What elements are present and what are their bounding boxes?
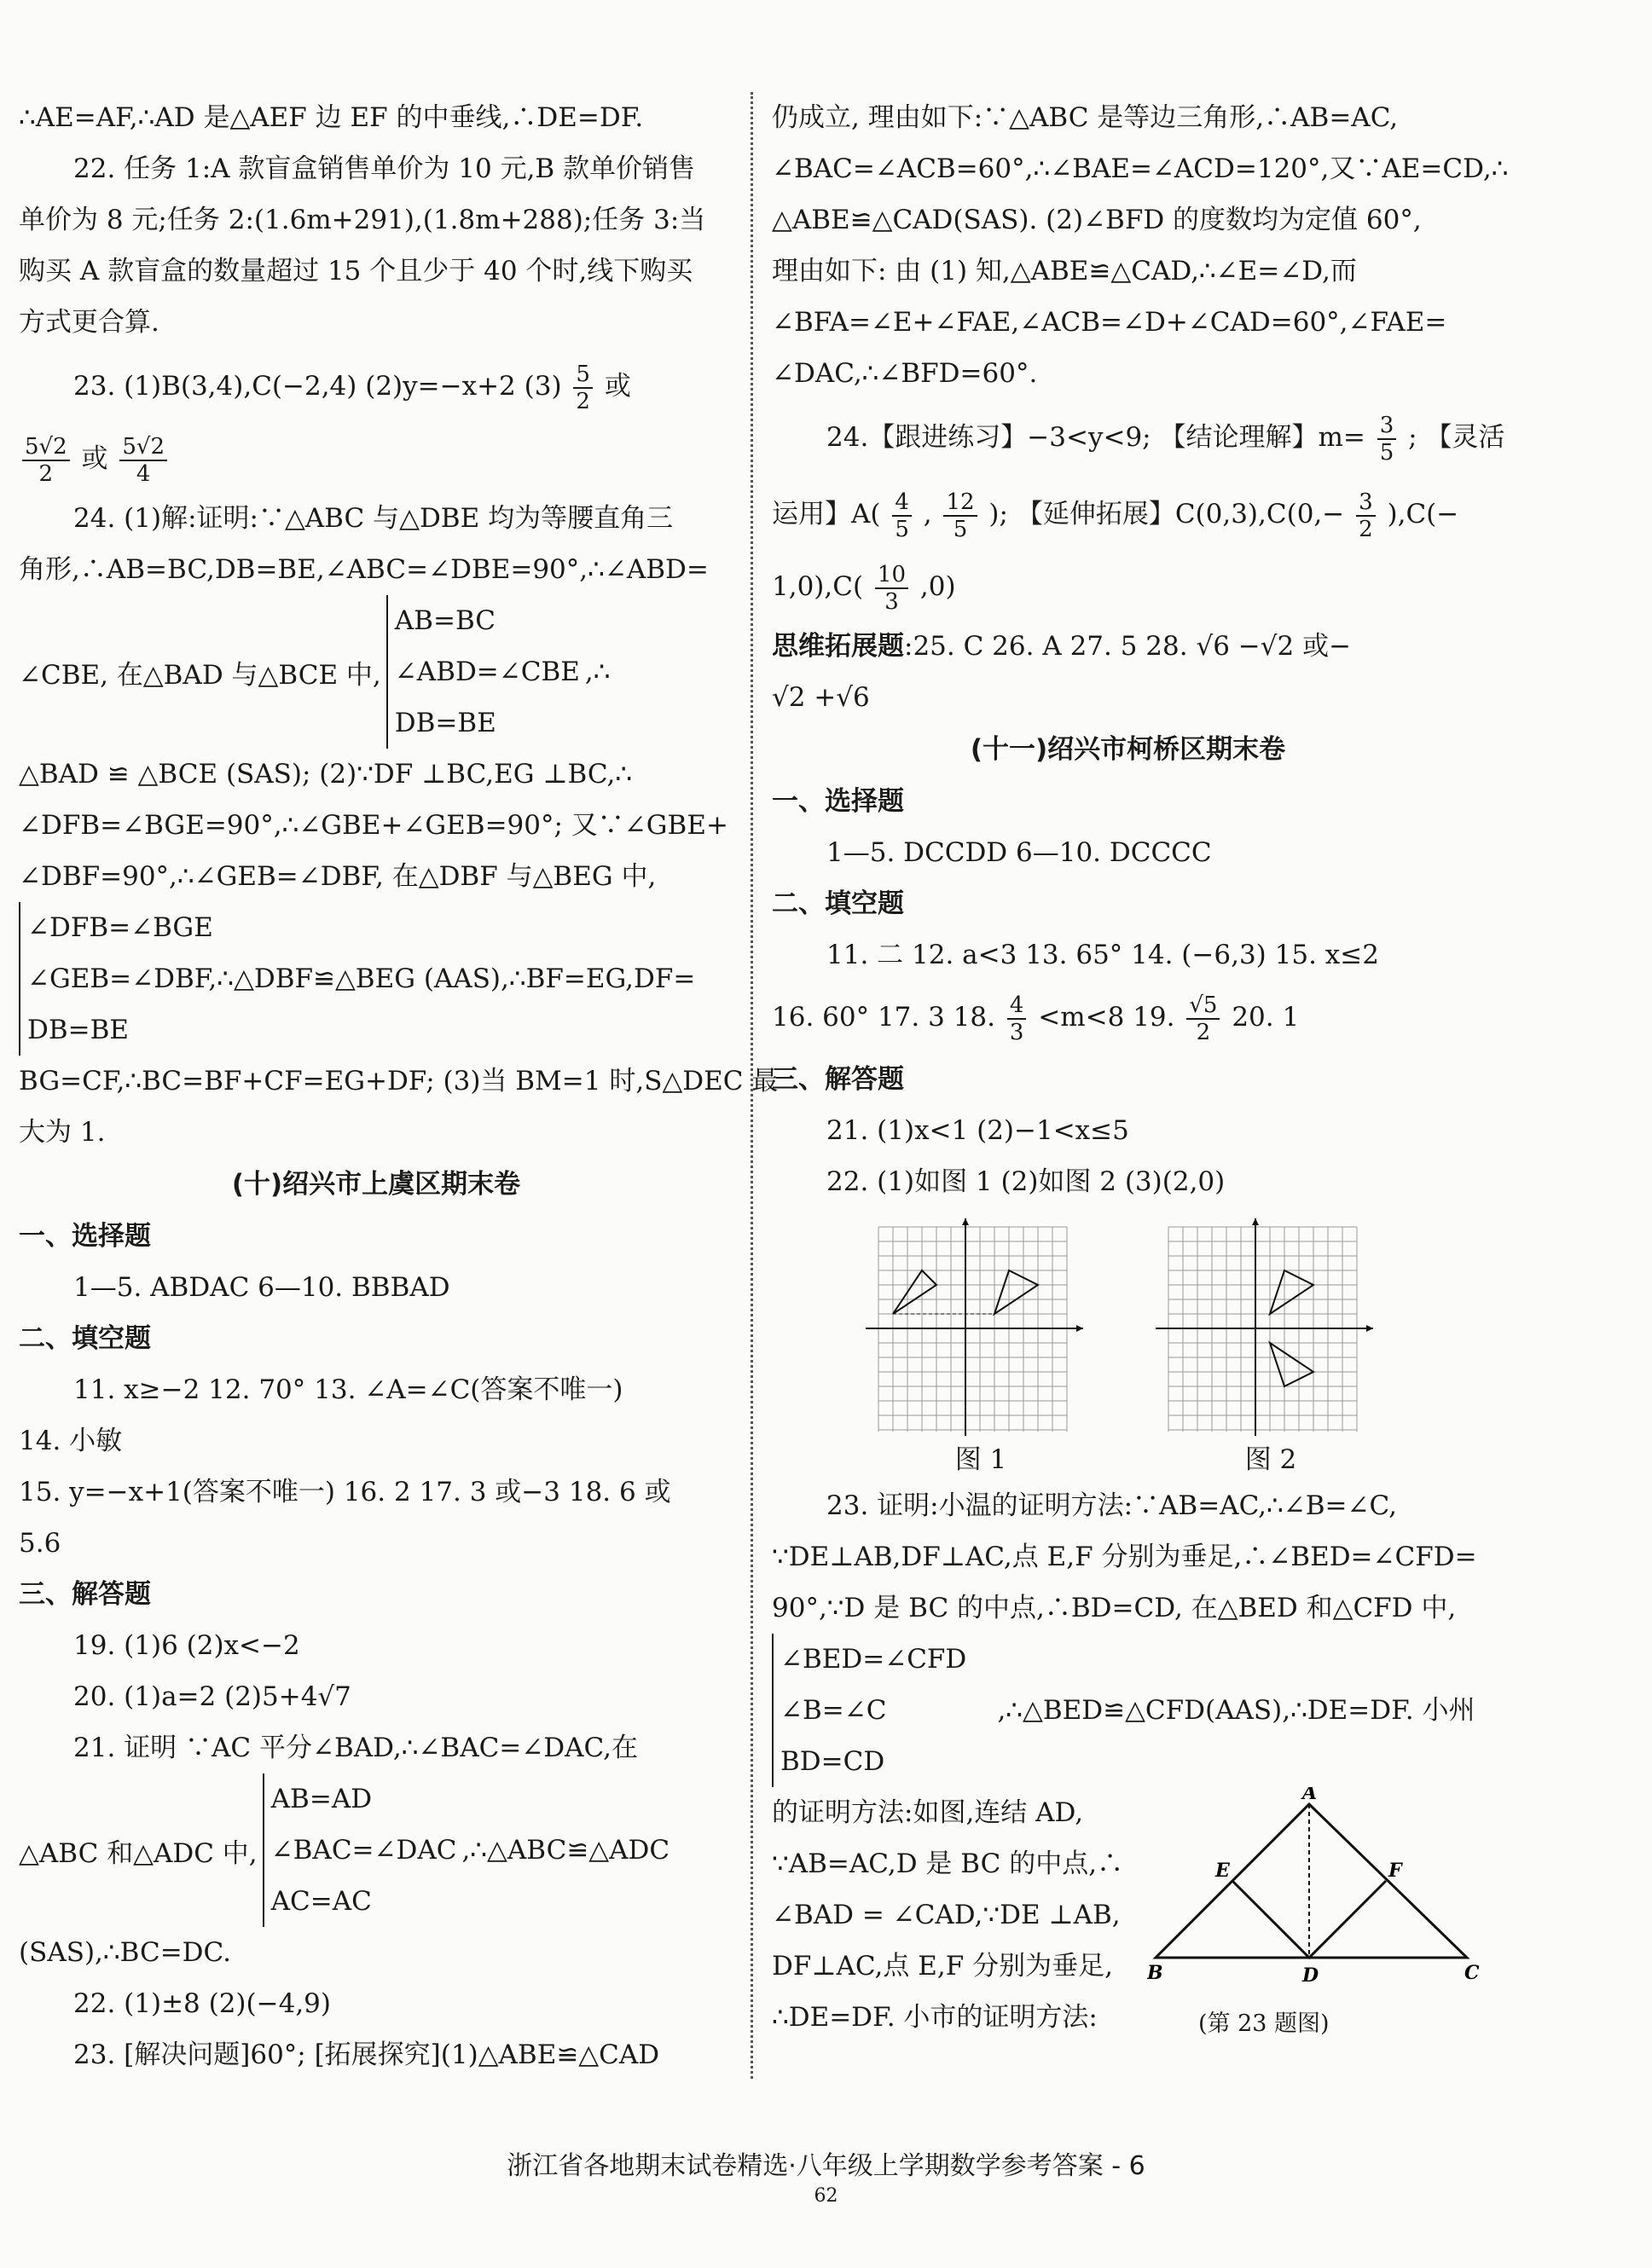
figure-caption: 图 2 <box>1244 1444 1297 1475</box>
q24-line: 1,0),C( $\frac{10}{3}$ ,0) <box>772 561 956 615</box>
coordinate-grid-figure-1 <box>853 1214 1109 1444</box>
equation-system-row: ∠CBE, 在△BAD 与△BCE 中, AB=BC ∠ABD=∠CBE DB=BE ,∴ <box>19 595 733 749</box>
figure-caption: (第 23 题图) <box>1198 2011 1330 2037</box>
coordinate-grid-figure-2 <box>1143 1214 1399 1444</box>
answer-line: 16. 60° 17. 3 18. $\frac{4}{3}$ <m<8 19. $\frac{√5}{2}$ 20. 1 <box>772 992 1300 1045</box>
proof-line: 90°,∵D 是 BC 的中点,∴BD=CD, 在△BED 和△CFD 中, <box>772 1593 1457 1623</box>
fraction: $\frac{3}{5}$ <box>1377 413 1397 466</box>
svg-text:F: F <box>1388 1860 1402 1882</box>
proof-line: ∵AB=AC,D 是 BC 的中点,∴ <box>772 1849 1124 1879</box>
q24-line: 大为 1. <box>19 1117 106 1148</box>
fraction: $\frac{5√2}{4}$ <box>119 434 167 487</box>
answer-line: 1—5. ABDAC 6—10. BBBAD <box>73 1272 450 1303</box>
text-line: 理由如下: 由 (1) 知,△ABE≌△CAD,∴∠E=∠D,而 <box>772 256 1357 286</box>
answer-line: 19. (1)6 (2)x<−2 <box>73 1630 300 1661</box>
answer-line: 15. y=−x+1(答案不唯一) 16. 2 17. 3 或−3 18. 6 或 <box>19 1477 671 1507</box>
proof-line: ∴DE=DF. 小市的证明方法: <box>772 2002 1098 2033</box>
answer-line: 5.6 <box>19 1528 61 1559</box>
q24-line: 角形,∴AB=BC,DB=BE,∠ABC=∠DBE=90°,∴∠ABD= <box>19 554 709 585</box>
answer-line: 22. (1)±8 (2)(−4,9) <box>73 1988 331 2019</box>
q22-line: 单价为 8 元;任务 2:(1.6m+291),(1.8m+288);任务 3:当 <box>19 205 706 235</box>
q24-line: 24. (1)解:证明:∵△ABC 与△DBE 均为等腰直角三 <box>73 503 674 534</box>
answer-line: 14. 小敏 <box>19 1426 123 1456</box>
triangle-figure <box>1147 1787 1484 2043</box>
q24-line: ∠DBF=90°,∴∠GEB=∠DBF, 在△DBF 与△BEG 中, <box>19 861 657 892</box>
q23-line: $\frac{5√2}{2}$ 或 $\frac{5√2}{4}$ <box>19 425 733 493</box>
answer-line: 20. (1)a=2 (2)5+4√7 <box>73 1681 351 1712</box>
svg-text:B: B <box>1147 1962 1163 1984</box>
q22-line: 购买 A 款盲盒的数量超过 15 个且少于 40 个时,线下购买 <box>19 256 693 286</box>
fraction: $\frac{12}{5}$ <box>943 489 977 542</box>
part-heading: 二、填空题 <box>19 1323 151 1354</box>
q23-line: 23. (1)B(3,4),C(−2,4) (2)y=−x+2 (3) $\frac{5}{2}$ 或 <box>73 361 631 414</box>
proof-with-figure <box>772 1787 1484 2043</box>
section-title: (十)绍兴市上虞区期末卷 <box>231 1169 521 1200</box>
proof-line: 的证明方法:如图,连结 AD, <box>772 1797 1084 1828</box>
fraction: $\frac{√5}{2}$ <box>1186 992 1220 1045</box>
page-footer: 浙江省各地期末试卷精选·八年级上学期数学参考答案 - 6 <box>507 2151 1145 2181</box>
svg-text:D: D <box>1302 1964 1319 1987</box>
q22-line: 22. 任务 1:A 款盲盒销售单价为 10 元,B 款单价销售 <box>73 153 696 184</box>
text-line: 仍成立, 理由如下:∵△ABC 是等边三角形,∴AB=AC, <box>772 102 1399 133</box>
text-line: △ABE≌△CAD(SAS). (2)∠BFD 的度数均为定值 60°, <box>772 205 1422 235</box>
q24-line: 24.【跟进练习】−3<y<9; 【结论理解】m= $\frac{3}{5}$ ; 【灵活 <box>826 412 1505 466</box>
text-line: ∠BAC=∠ACB=60°,∴∠BAE=∠ACD=120°,又∵AE=CD,∴ <box>772 153 1509 184</box>
part-heading: 三、解答题 <box>772 1064 904 1095</box>
fraction: $\frac{5√2}{2}$ <box>22 434 70 487</box>
answer-line: 11. x≥−2 12. 70° 13. ∠A=∠C(答案不唯一) <box>73 1374 623 1405</box>
answer-line: 23. [解决问题]60°; [拓展探究](1)△ABE≌△CAD <box>73 2039 660 2070</box>
answer-line: 11. 二 12. a<3 13. 65° 14. (−6,3) 15. x≤2 <box>826 940 1379 970</box>
part-heading: 一、选择题 <box>772 786 904 817</box>
text-line: ∴AE=AF,∴AD 是△AEF 边 EF 的中垂线,∴DE=DF. <box>19 102 644 133</box>
part-heading: 二、填空题 <box>772 888 904 919</box>
part-heading: 三、解答题 <box>19 1579 151 1610</box>
fraction: $\frac{4}{5}$ <box>892 489 912 542</box>
q22-line: 方式更合算. <box>19 307 159 338</box>
proof-line: ∵DE⊥AB,DF⊥AC,点 E,F 分别为垂足,∴∠BED=∠CFD= <box>772 1542 1477 1572</box>
right-column <box>772 92 1509 2043</box>
left-column <box>19 92 779 2080</box>
equation-system: ∠BED=∠CFD ∠B=∠C ,∴△BED≌△CFD(AAS),∴DE=DF. 小州 BD=CD <box>772 1634 1484 1787</box>
answer-line: 21. 证明 ∵AC 平分∠BAD,∴∠BAC=∠DAC,在 <box>73 1733 638 1763</box>
svg-text:A: A <box>1302 1787 1318 1804</box>
answer-line: 1—5. DCCDD 6—10. DCCCC <box>826 837 1212 868</box>
q24-line: 运用】A( $\frac{4}{5}$ , $\frac{12}{5}$ ); 【延伸拓展】C(0,3),C(0,− $\frac{3}{2}$ ),C(− <box>772 489 1459 542</box>
proof-line: ∠BAD = ∠CAD,∵DE ⊥AB, <box>772 1900 1121 1930</box>
extension-line: 思维拓展题:25. C 26. A 27. 5 28. √6 −√2 或− <box>772 631 1352 662</box>
fraction: $\frac{3}{2}$ <box>1356 489 1376 542</box>
q24-line: △BAD ≌ △BCE (SAS); (2)∵DF ⊥BC,EG ⊥BC,∴ <box>19 759 633 790</box>
fraction: $\frac{5}{2}$ <box>573 362 593 414</box>
part-heading: 一、选择题 <box>19 1221 151 1252</box>
proof-line: DF⊥AC,点 E,F 分别为垂足, <box>772 1951 1113 1982</box>
equation-system-row: △ABC 和△ADC 中, AB=AD ∠BAC=∠DAC AC=AC ,∴△ABC≌△ADC <box>19 1773 733 1927</box>
equation-system: ∠DFB=∠BGE ∠GEB=∠DBF,∴△DBF≌△BEG (AAS),∴BF=EG,DF= DB=BE <box>19 902 733 1056</box>
page-number: 62 <box>814 2185 838 2207</box>
figure-caption: 图 1 <box>954 1444 1007 1475</box>
isosceles-triangle-diagram <box>1147 1787 1484 2000</box>
text-line: ∠BFA=∠E+∠FAE,∠ACB=∠D+∠CAD=60°,∠FAE= <box>772 307 1447 338</box>
text-line: ∠DAC,∴∠BFD=60°. <box>772 358 1038 389</box>
fraction: $\frac{4}{3}$ <box>1007 992 1027 1045</box>
answer-line: 22. (1)如图 1 (2)如图 2 (3)(2,0) <box>826 1166 1226 1197</box>
equation-system: AB=AD ∠BAC=∠DAC AC=AC <box>263 1773 457 1927</box>
q24-line: ∠DFB=∠BGE=90°,∴∠GBE+∠GEB=90°; 又∵∠GBE+ <box>19 810 728 841</box>
answer-line: 21. (1)x<1 (2)−1<x≤5 <box>826 1115 1129 1146</box>
equation-system: AB=BC ∠ABD=∠CBE DB=BE <box>386 595 580 749</box>
q24-line: BG=CF,∴BC=BF+CF=EG+DF; (3)当 BM=1 时,S△DEC 最 <box>19 1066 779 1096</box>
answer-line: (SAS),∴BC=DC. <box>19 1937 231 1968</box>
svg-text:C: C <box>1464 1962 1480 1984</box>
fraction: $\frac{10}{3}$ <box>875 562 908 615</box>
svg-text:E: E <box>1215 1860 1230 1882</box>
extension-line: √2 +√6 <box>772 682 870 713</box>
proof-line: 23. 证明:小温的证明方法:∵AB=AC,∴∠B=∠C, <box>826 1490 1397 1521</box>
section-title: (十一)绍兴市柯桥区期末卷 <box>970 734 1286 765</box>
coordinate-figures <box>772 1207 1484 1480</box>
